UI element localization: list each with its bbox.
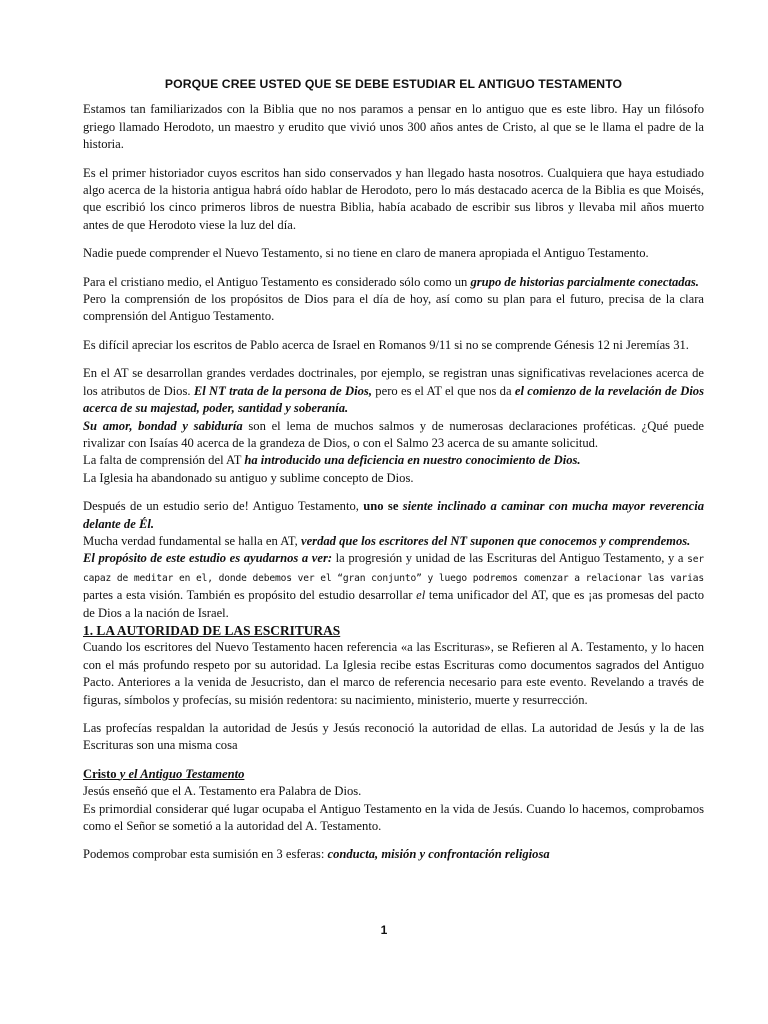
emphasis-text: ha introducido una deficiencia en nuestro conocimiento de Dios. <box>244 453 581 468</box>
paragraph-nadie-puede: Nadie puede comprender el Nuevo Testamento, si no tiene en claro de manera apropiada el Antiguo Testamento. <box>83 246 649 261</box>
text-run: partes a esta visión. También es propósito del estudio desarrollar <box>83 588 417 603</box>
paragraph-primer-historiador: Es el primer historiador cuyos escritos han sido conservados y han llegado hasta nosotros. Cualquiera que haya estudiado algo acerca de la historia antigua habrá oído hablar de Herodoto, pero lo más destacado acerca de la Biblia es que Moisés, que escribió los cinco primeros libros de nuestra Biblia, había acabado de escribir sus libros y llevaba mil años muerto antes de que Herodoto viese la luz del día. <box>83 165 704 232</box>
paragraph-proposito-estudio <box>83 550 704 622</box>
subsection-heading-cristo <box>83 766 704 783</box>
paragraph-cristiano-medio <box>83 274 704 291</box>
text-run: Podemos comprobar esta sumisión en 3 esferas: <box>83 847 328 862</box>
text-run: Para el cristiano medio, el Antiguo Testamento es considerado sólo como un <box>83 274 471 289</box>
paragraph-verdades-doctrinales <box>83 365 704 417</box>
emphasis-text: El NT trata de la persona de Dios, <box>193 383 372 398</box>
paragraph-primordial: Es primordial considerar qué lugar ocupaba el Antiguo Testamento en la vida de Jesús. Cuando lo hacemos, comprobamos como el Señor se sometió a la autoridad del A. Testamento. <box>83 801 704 834</box>
paragraph-pablo-israel: Es difícil apreciar los escritos de Pablo acerca de Israel en Romanos 9/11 si no se comprende Génesis 12 ni Jeremías 31. <box>83 337 689 352</box>
emphasis-text: grupo de historias parcialmente conectadas. <box>470 274 699 289</box>
text-run: La falta de comprensión del AT <box>83 453 245 468</box>
text-run: En el AT se desarrollan grandes verdades doctrinales, por ejemplo, se registran unas significativas revelaciones acerca de los atributos de Dios. <box>83 366 704 398</box>
paragraph-amor-bondad <box>83 418 704 453</box>
paragraph-falta-comprension <box>83 452 704 469</box>
paragraph-estudio-serio <box>83 498 704 533</box>
emphasis-text: siente inclinado a caminar con mucha mayor reverencia delante de Él. <box>83 499 704 531</box>
emphasis-text: El propósito de este estudio es ayudarnos a ver: <box>83 551 333 566</box>
italic-text: el <box>416 588 426 603</box>
subheading-bold-italic: y el Antiguo Testamento <box>119 766 245 781</box>
text-run: Mucha verdad fundamental se halla en AT, <box>83 533 301 548</box>
text-run: son el lema de muchos salmos y de numerosas declaraciones proféticas. ¿Qué puede rivalizar con Isaías 40 acerca de la grandeza de Dios, o con el Salmo 23 acerca de su amante solicitud. <box>83 418 705 450</box>
emphasis-text: Su amor, bondad y sabiduría <box>83 418 243 433</box>
handwritten-text: ser capaz de meditar en el, donde debemos ver el “gran conjunto” y luego podremos comenzar a relacionar las varias <box>83 554 704 584</box>
document-page <box>83 76 704 864</box>
emphasis-text: el comienzo de la revelación de Dios acerca de su majestad, poder, santidad y soberanía. <box>83 383 705 416</box>
paragraph-verdad-fundamental <box>83 533 704 550</box>
bold-text: uno se <box>363 499 403 514</box>
paragraph-jesus-enseno: Jesús enseñó que el A. Testamento era Palabra de Dios. <box>83 784 362 799</box>
emphasis-text: conducta, misión y confrontación religiosa <box>327 847 550 862</box>
text-run: pero es el AT el que nos da <box>372 383 515 398</box>
paragraph-sumision <box>83 846 704 863</box>
text-run: Después de un estudio serio de! Antiguo Testamento, <box>83 499 364 514</box>
subheading-bold: Cristo <box>83 766 120 781</box>
paragraph-herodoto-intro: Estamos tan familiarizados con la Biblia que no nos paramos a pensar en lo antiguo que es este libro. Hay un filósofo griego llamado Herodoto, un maestro y erudito que vivió unos 300 años antes de Cristo, al que se le llama el padre de la historia. <box>83 102 704 152</box>
text-run: la progresión y unidad de las Escrituras del Antiguo Testamento, y a <box>332 551 688 566</box>
paragraph-profecias: Las profecías respaldan la autoridad de Jesús y Jesús reconoció la autoridad de ellas. La autoridad de Jesús y la de las Escrituras son una misma cosa <box>83 721 704 753</box>
emphasis-text: verdad que los escritores del NT suponen que conocemos y comprendemos. <box>300 533 691 548</box>
page-number: 1 <box>380 923 388 937</box>
text-run: tema unificador del AT, que es ¡as promesas del pacto de Dios a la nación de Israel. <box>83 588 704 620</box>
paragraph-escritores-nt: Cuando los escritores del Nuevo Testamento hacen referencia «a las Escrituras», se Refieren al A. Testamento, y lo hacen con el más profundo respeto por su autoridad. La Iglesia recibe estas Escrituras como documentos sagrados del Antiguo Pacto. Anteriores a la venida de Jesucristo, dan el marco de referencia necesario para este evento. Revelando a través de figuras, símbolos y profecías, su misión redentora: su nacimiento, ministerio, muerte y resurrección. <box>83 640 704 707</box>
paragraph-comprension-propositos: Pero la comprensión de los propósitos de Dios para el día de hoy, así como su plan para el futuro, precisa de la clara comprensión del Antiguo Testamento. <box>83 292 704 324</box>
section-heading-autoridad: 1. LA AUTORIDAD DE LAS ESCRITURAS <box>83 622 341 638</box>
paragraph-iglesia-abandonado: La Iglesia ha abandonado su antiguo y sublime concepto de Dios. <box>83 470 414 485</box>
document-title: PORQUE CREE USTED QUE SE DEBE ESTUDIAR EL ANTIGUO TESTAMENTO <box>164 77 623 91</box>
